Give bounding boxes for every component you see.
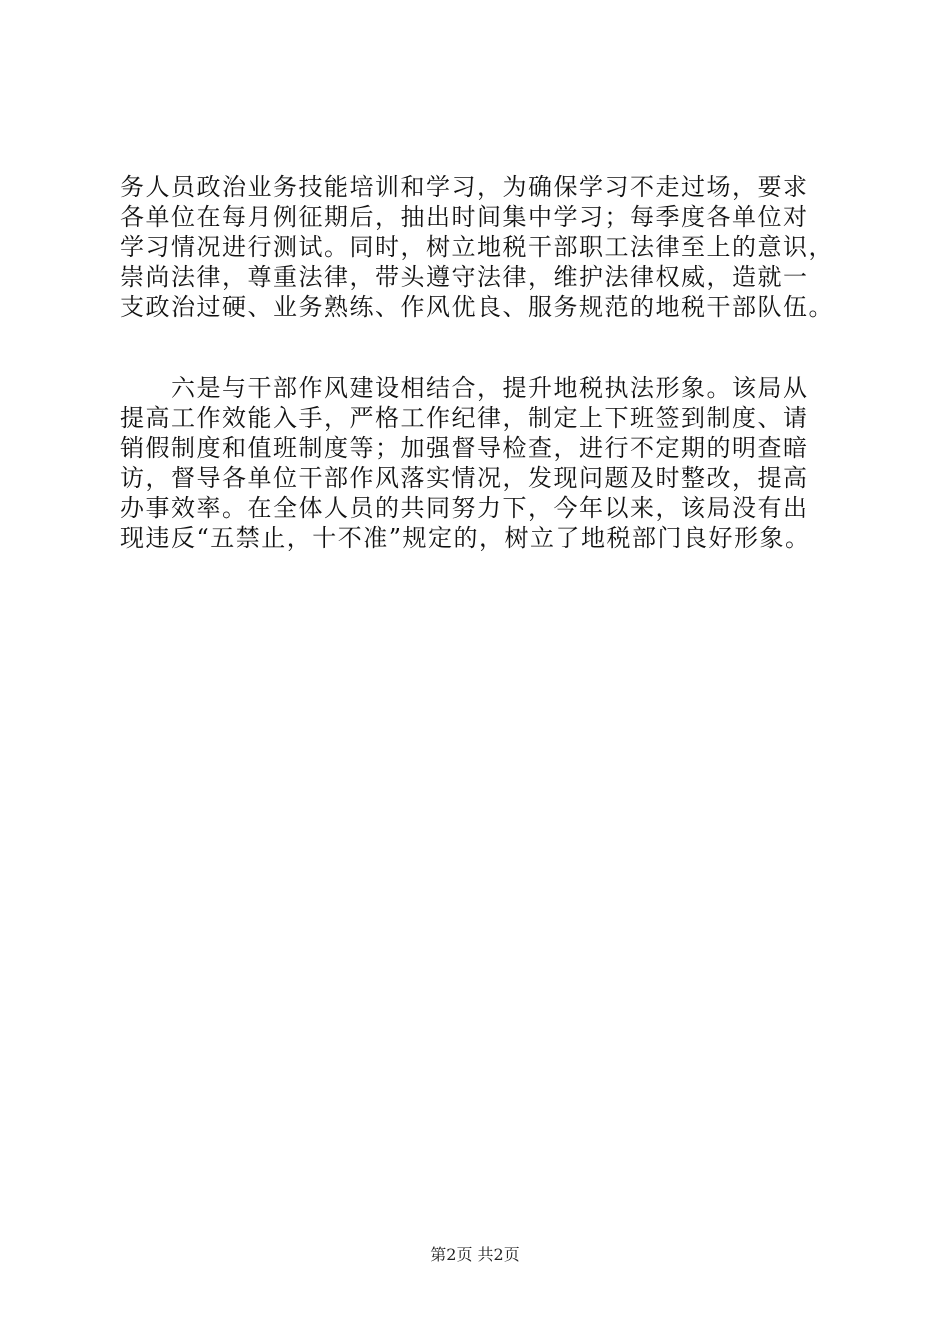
paragraph-line: 务人员政治业务技能培训和学习，为确保学习不走过场，要求 — [120, 173, 809, 201]
paragraph-1 — [120, 172, 860, 322]
paragraph-line: 支政治过硬、业务熟练、作风优良、服务规范的地税干部队伍。 — [120, 293, 834, 321]
paragraph-line: 各单位在每月例征期后，抽出时间集中学习；每季度各单位对 — [120, 203, 809, 231]
paragraph-line: 销假制度和值班制度等；加强督导检查，进行不定期的明查暗 — [120, 434, 809, 462]
page-footer: 第2页 共2页 — [430, 1245, 520, 1264]
paragraph-line: 提高工作效能入手，严格工作纪律，制定上下班签到制度、请 — [120, 404, 809, 432]
paragraph-2 — [120, 373, 860, 553]
paragraph-line: 访，督导各单位干部作风落实情况，发现问题及时整改，提高 — [120, 464, 809, 492]
paragraph-line: 学习情况进行测试。同时，树立地税干部职工法律至上的意识， — [120, 233, 834, 261]
paragraph-line: 现违反“五禁止，十不准”规定的，树立了地税部门良好形象。 — [120, 524, 811, 552]
paragraph-line: 崇尚法律，尊重法律，带头遵守法律，维护法律权威，造就一 — [120, 263, 809, 291]
document-body — [120, 172, 860, 553]
paragraph-line: 六是与干部作风建设相结合，提升地税执法形象。该局从 — [120, 374, 809, 402]
paragraph-line: 办事效率。在全体人员的共同努力下，今年以来，该局没有出 — [120, 494, 809, 522]
paragraph-spacer — [120, 322, 860, 373]
